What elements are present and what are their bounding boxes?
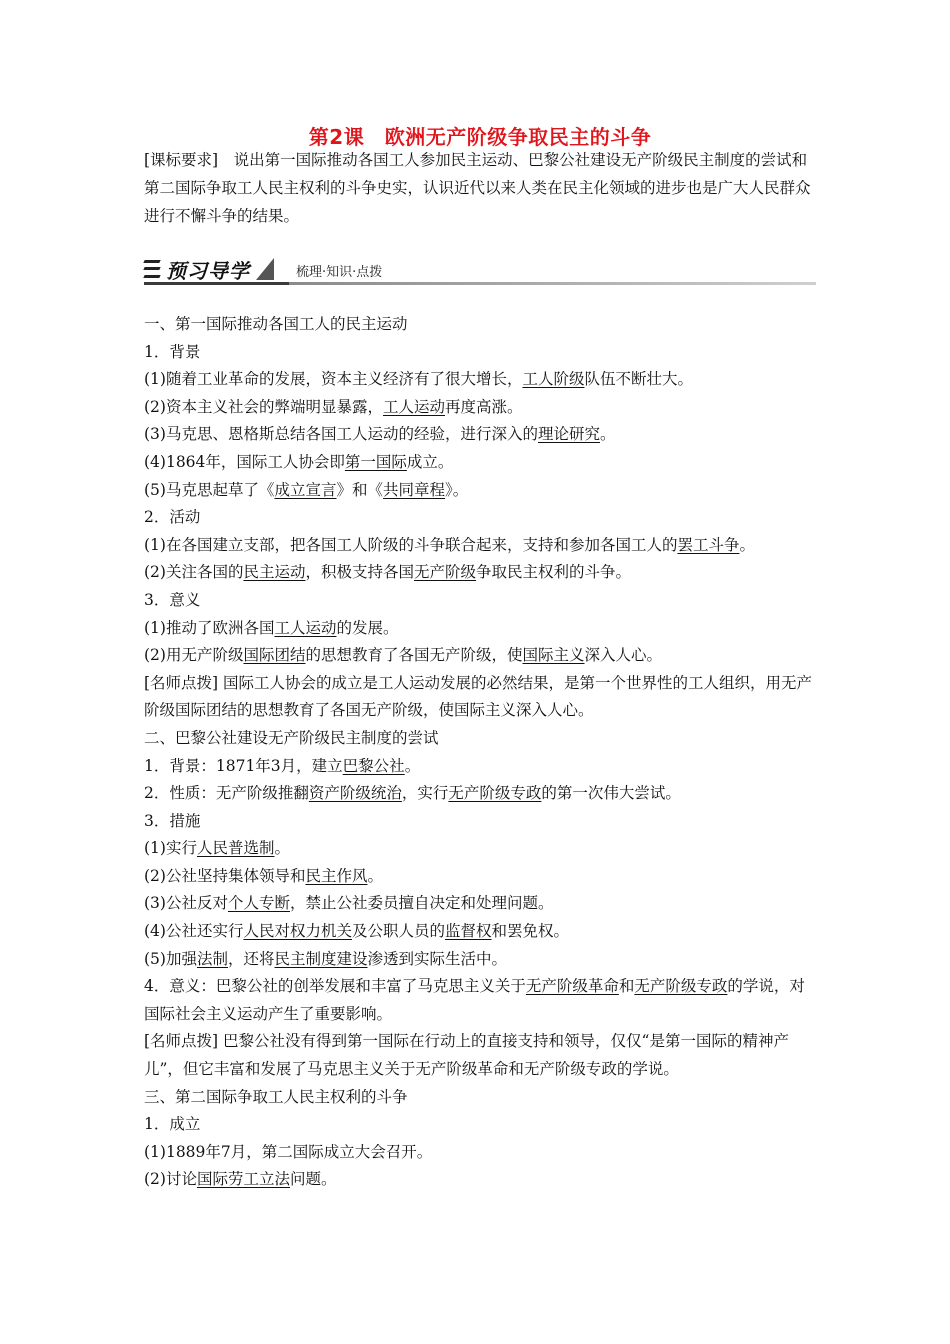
content-line (144, 532, 816, 560)
content-line (144, 835, 816, 863)
line-text: 和 (618, 977, 635, 996)
underlined-answer: 国际主义 (522, 646, 585, 665)
content-line (144, 587, 816, 615)
content-line (144, 780, 816, 808)
line-text: 的第一次伟大尝试。 (541, 784, 681, 803)
line-text: 再度高涨。 (444, 397, 523, 416)
underlined-answer: 工人运动 (382, 397, 445, 416)
line-text: ，实行 (401, 784, 449, 803)
underlined-answer: 无产阶级 (414, 563, 477, 582)
line-text: (5)加强 (144, 949, 197, 968)
line-text: 队伍不断壮大。 (584, 370, 693, 389)
content-line (144, 753, 816, 781)
line-text: 4．意义：巴黎公社的创举发展和丰富了马克思主义关于 (144, 977, 526, 996)
line-text: 1．背景 (144, 342, 201, 361)
content-line (144, 1166, 816, 1194)
line-text: (2)用无产阶级 (144, 646, 244, 665)
line-text: 问题。 (289, 1170, 337, 1189)
line-text: 成立。 (406, 452, 454, 471)
line-text: 的发展。 (336, 618, 399, 637)
lesson-title: 第2课 欧洲无产阶级争取民主的斗争 (308, 125, 652, 149)
line-text: 》和《 (336, 480, 383, 499)
section-banner (144, 252, 816, 286)
line-text: (1)推动了欧洲各国 (144, 618, 275, 637)
content-line (144, 1139, 816, 1167)
content-line (144, 890, 816, 918)
line-text: (2)资本主义社会的弊端明显暴露， (144, 397, 383, 416)
line-text: ，积极支持各国 (305, 563, 414, 582)
line-text: (4)公社还实行 (144, 922, 244, 941)
line-text: [名师点拨] 国际工人协会的成立是工人运动发展的必然结果，是第一个世界性的工人组织，用无产阶级国际团结的思想教育了各国无产阶级，使国际主义深入人心。 (144, 673, 813, 720)
banner-heading: 预习导学 (166, 258, 250, 283)
content-line (144, 725, 816, 753)
content-line (144, 394, 816, 422)
content-line (144, 559, 816, 587)
underlined-answer: 监督权 (445, 922, 492, 941)
line-text: (1)在各国建立支部，把各国工人阶级的斗争联合起来，支持和参加各国工人的 (144, 535, 678, 554)
underlined-answer: 罢工斗争 (677, 535, 740, 554)
underlined-answer: 无产阶级专政 (634, 977, 728, 996)
content-line (144, 1028, 816, 1083)
banner-rule (144, 282, 816, 285)
content-line (144, 642, 816, 670)
content-line (144, 504, 816, 532)
content-line (144, 670, 816, 725)
line-text: (4)1864年，国际工人协会即 (144, 452, 345, 471)
underlined-answer: 巴黎公社 (342, 756, 405, 775)
underlined-answer: 民主作风 (305, 866, 368, 885)
line-text: 一、第一国际推动各国工人的民主运动 (144, 315, 408, 333)
line-text: (5)马克思起草了《 (144, 480, 275, 499)
banner-badge (144, 256, 274, 282)
underlined-answer: 第一国际 (344, 452, 407, 471)
study-content (144, 311, 816, 1194)
line-text: 。 (739, 535, 755, 554)
underlined-answer: 资产阶级统治 (308, 784, 402, 803)
content-line (144, 1084, 816, 1112)
underlined-answer: 共同章程 (383, 480, 446, 499)
content-line (144, 946, 816, 974)
line-text: 的学说，对国际社会主义运动产生了重要影响。 (144, 977, 805, 1023)
content-line (144, 339, 816, 367)
line-text: 。 (367, 866, 383, 885)
underlined-answer: 工人运动 (274, 618, 337, 637)
line-text: (3)马克思、恩格斯总结各国工人运动的经验，进行深入的 (144, 425, 538, 444)
line-text: 二、巴黎公社建设无产阶级民主制度的尝试 (144, 728, 439, 747)
line-text: 三、第二国际争取工人民主权利的斗争 (144, 1087, 408, 1106)
line-text: 3．措施 (144, 811, 201, 830)
line-text: (1)实行 (144, 839, 197, 858)
line-text: 》。 (445, 480, 469, 499)
underlined-answer: 国际劳工立法 (196, 1170, 290, 1189)
content-line (144, 311, 816, 339)
line-text: 。 (599, 425, 616, 444)
line-text: 。 (274, 839, 290, 858)
line-text: (2)公社坚持集体领导和 (144, 866, 306, 885)
line-text: (3)公社反对 (144, 894, 228, 913)
content-line (144, 366, 816, 394)
underlined-answer: 理论研究 (537, 425, 600, 444)
line-text: 渗透到实际生活中。 (367, 949, 508, 968)
underlined-answer: 成立宣言 (274, 480, 337, 499)
underlined-answer: 无产阶级革命 (525, 977, 619, 996)
content-line (144, 863, 816, 891)
line-text: 。 (404, 756, 421, 775)
line-text: (1)随着工业革命的发展，资本主义经济有了很大增长， (144, 370, 523, 389)
line-text: (2)讨论 (144, 1170, 197, 1189)
underlined-answer: 工人阶级 (522, 370, 585, 389)
line-text: 深入人心。 (584, 646, 663, 665)
line-text: 1．背景：1871年3月，建立 (144, 756, 343, 775)
line-text: ，还将 (227, 949, 275, 968)
curriculum-requirement: [课标要求] 说出第一国际推动各国工人参加民主运动、巴黎公社建设无产阶级民主制度的尝试和第二国际争取工人民主权利的斗争史实，认识近代以来人类在民主化领域的进步也是广大人民群众进行不懈斗争的结果。 (144, 151, 811, 225)
underlined-answer: 民主运动 (243, 563, 306, 582)
banner-subtitle: 梳理·知识·点拨 (296, 265, 383, 280)
content-line (144, 1111, 816, 1139)
line-text: 争取民主权利的斗争。 (476, 563, 632, 582)
content-line (144, 477, 816, 505)
stripes-icon (144, 258, 160, 280)
underlined-answer: 无产阶级专政 (448, 784, 542, 803)
line-text: (2)关注各国的 (144, 563, 244, 582)
line-text: 2．性质：无产阶级推翻 (144, 784, 309, 803)
content-line (144, 421, 816, 449)
triangle-icon (256, 258, 274, 280)
content-line (144, 918, 816, 946)
line-text: 2．活动 (144, 508, 201, 527)
line-text: ，禁止公社委员擅自决定和处理问题。 (289, 894, 554, 913)
line-text: (1)1889年7月，第二国际成立大会召开。 (144, 1142, 433, 1161)
content-line (144, 615, 816, 643)
underlined-answer: 人民普选制 (196, 839, 275, 858)
line-text: 及公职人员的 (351, 922, 445, 941)
content-line (144, 973, 816, 1028)
underlined-answer: 法制 (196, 949, 228, 968)
line-text: 和罢免权。 (491, 922, 570, 941)
line-text: [名师点拨] 巴黎公社没有得到第一国际在行动上的直接支持和领导，仅仅“是第一国际的精神产儿”，但它丰富和发展了马克思主义关于无产阶级革命和无产阶级专政的学说。 (144, 1032, 789, 1079)
line-text: 1．成立 (144, 1115, 201, 1134)
line-text: 3．意义 (144, 590, 201, 609)
line-text: 的思想教育了各国无产阶级，使 (305, 646, 523, 665)
underlined-answer: 国际团结 (243, 646, 306, 665)
underlined-answer: 人民对权力机关 (243, 922, 352, 941)
underlined-answer: 个人专断 (227, 894, 290, 913)
underlined-answer: 民主制度建设 (274, 949, 368, 968)
content-line (144, 449, 816, 477)
content-line (144, 808, 816, 836)
